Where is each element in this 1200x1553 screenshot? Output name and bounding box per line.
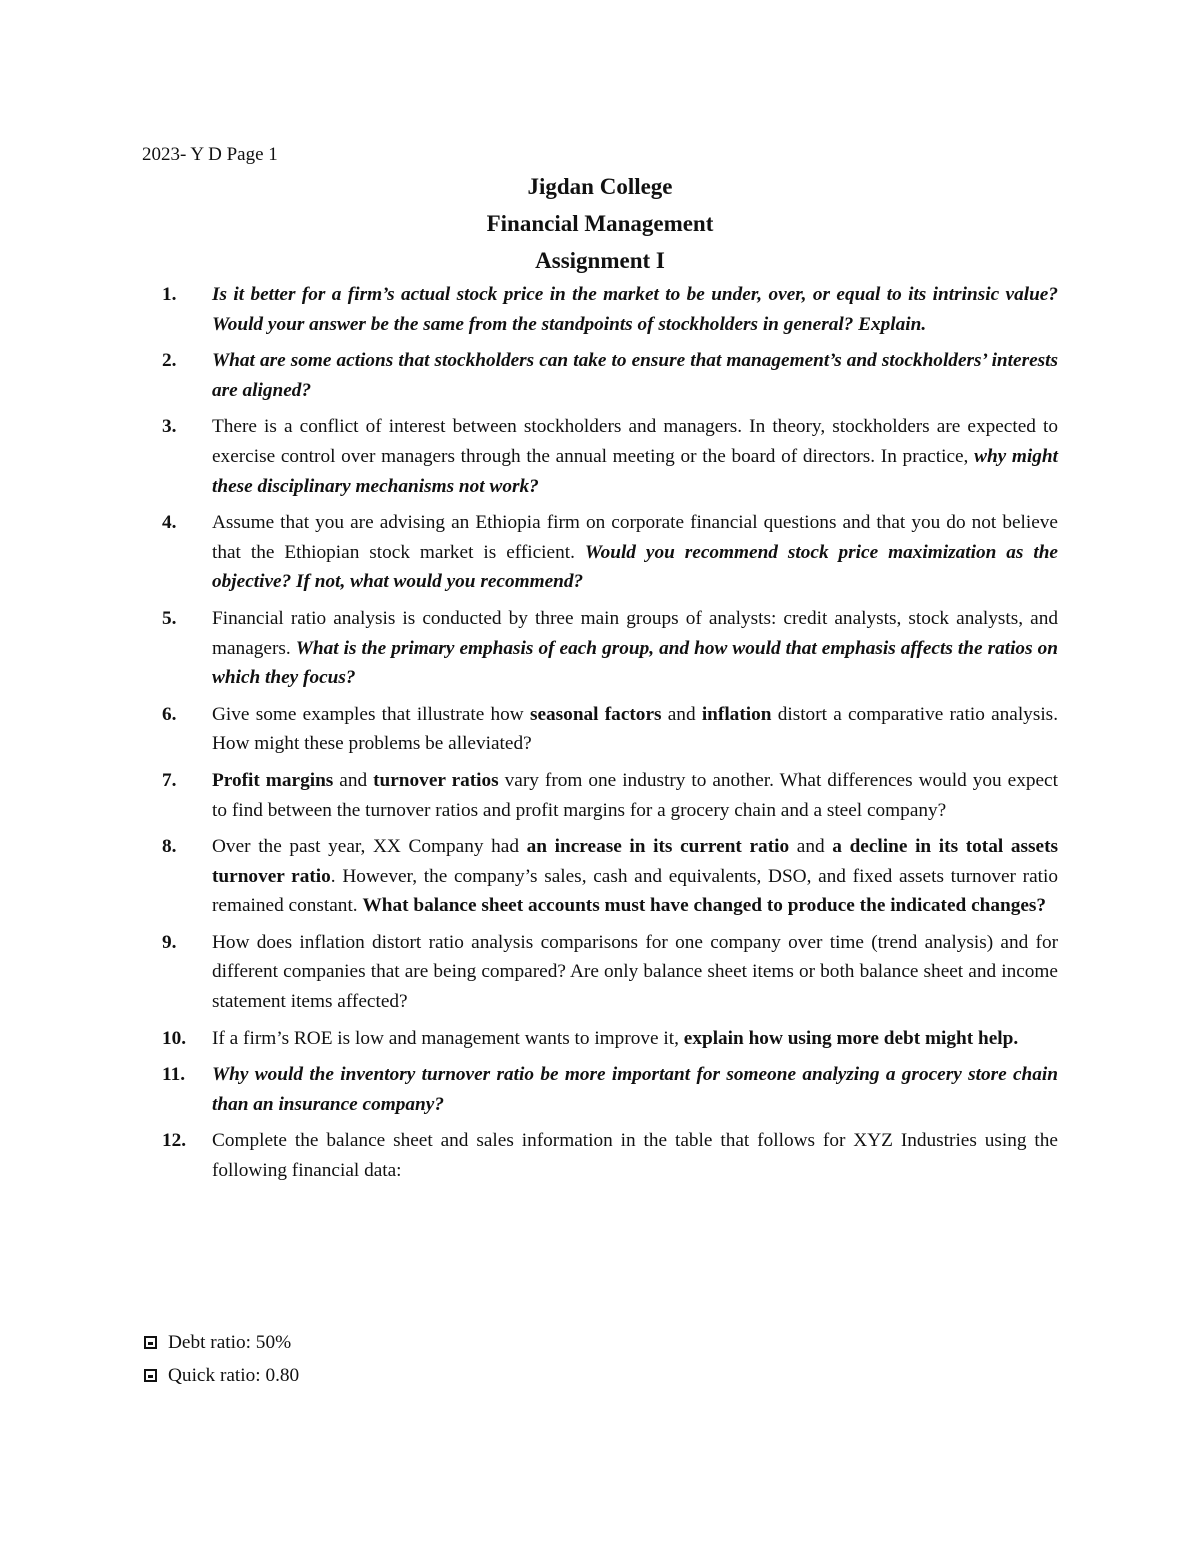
question-text <box>212 508 1058 597</box>
question-text-segment: There is a conflict of interest between stockholders and managers. In theory, stockholders are expected to exercise control over managers through the annual meeting or the board of directors. In practice, <box>212 416 1058 467</box>
question-text-segment: and <box>661 703 702 725</box>
question-text-segment: seasonal factors <box>529 703 662 725</box>
question-text <box>212 1060 1058 1119</box>
bullet-text: Debt ratio: 50% <box>168 1332 292 1353</box>
question-text-segment: an increase in its current ratio <box>526 836 790 858</box>
question-number: 5. <box>162 607 177 629</box>
question-item <box>162 832 1058 921</box>
checkbox-bullet-icon <box>144 1369 157 1382</box>
question-text <box>212 280 1058 339</box>
question-text <box>212 1126 1058 1185</box>
question-text-segment: What are some actions that stockholders can take to ensure that management’s and stockholders’ interests are aligned? <box>212 350 1058 401</box>
page-header: 2023- Y D Page 1 <box>142 144 278 165</box>
question-item <box>162 412 1058 501</box>
question-item <box>162 604 1058 693</box>
question-text-segment: and <box>333 769 374 791</box>
question-text <box>212 604 1058 693</box>
question-item <box>162 508 1058 597</box>
question-text-segment: distort a comparative ratio analysis. How might these problems be alleviated? <box>212 703 1059 755</box>
bullet-item <box>144 1326 299 1359</box>
title-block <box>0 172 1200 283</box>
question-text-segment: Over the past year, XX Company had <box>212 836 527 858</box>
question-text-segment: explain how using more debt might help. <box>683 1027 1019 1049</box>
question-text <box>212 766 1058 825</box>
question-number: 2. <box>162 350 177 372</box>
question-text-segment: vary from one industry to another. What differences would you expect to find between the turnover ratios and profit margins for a grocery chain and a steel company? <box>212 769 1058 821</box>
question-number: 12. <box>162 1130 187 1152</box>
question-item <box>162 1126 1058 1185</box>
question-number: 7. <box>162 769 177 791</box>
question-item <box>162 766 1058 825</box>
question-text-segment: Financial ratio analysis is conducted by three main groups of analysts: credit analysts, stock analysts, and managers. <box>212 607 1058 659</box>
question-text-segment: How does inflation distort ratio analysis comparisons for one company over time (trend analysis) and for different companies that are being compared? Are only balance sheet items or both balance sheet and income statement items affected? <box>212 931 1058 1013</box>
question-number: 10. <box>162 1027 187 1049</box>
question-text <box>212 412 1058 501</box>
question-text-segment: Give some examples that illustrate how <box>212 703 530 725</box>
checkbox-bullet-icon <box>144 1336 157 1349</box>
question-text-segment: inflation <box>701 703 772 725</box>
question-text-segment: Profit margins <box>212 769 334 791</box>
question-text-segment: What is the primary emphasis of each group, and how would that emphasis affects the ratios on which they focus? <box>212 637 1058 689</box>
financial-data-list <box>144 1326 299 1392</box>
question-number: 3. <box>162 416 177 438</box>
question-text-segment: and <box>789 836 833 858</box>
question-text-segment: Complete the balance sheet and sales information in the table that follows for XYZ Industries using the following financial data: <box>212 1130 1058 1182</box>
course-title: Financial Management <box>486 211 714 236</box>
college-title: Jigdan College <box>527 174 673 199</box>
question-text-segment: If a firm’s ROE is low and management wants to improve it, <box>212 1027 684 1049</box>
assignment-title: Assignment I <box>535 248 665 273</box>
question-number: 11. <box>162 1064 186 1086</box>
question-item <box>162 280 1058 339</box>
question-number: 9. <box>162 931 177 953</box>
question-item <box>162 700 1058 759</box>
question-text <box>212 832 1058 921</box>
question-number: 4. <box>162 512 177 534</box>
question-item <box>162 1060 1058 1119</box>
question-item <box>162 346 1058 405</box>
question-text-segment: Is it better for a firm’s actual stock price in the market to be under, over, or equal to its intrinsic value? Would your answer be the same from the standpoints of stockholders in general? Explain. <box>212 284 1058 335</box>
question-text-segment: turnover ratios <box>373 769 499 791</box>
question-number: 1. <box>162 284 177 305</box>
question-text-segment: Why would the inventory turnover ratio be more important for someone analyzing a grocery store chain than an insurance company? <box>212 1064 1058 1115</box>
question-item <box>162 928 1058 1017</box>
question-text <box>212 1024 1058 1054</box>
question-text <box>212 928 1058 1017</box>
question-number: 6. <box>162 703 177 725</box>
question-text <box>212 700 1058 759</box>
question-text-segment: What balance sheet accounts must have changed to produce the indicated changes? <box>362 895 1047 917</box>
question-text-segment: why might these disciplinary mechanisms not work? <box>212 445 1058 497</box>
question-text-segment: . However, the company’s sales, cash and equivalents, DSO, and fixed assets turnover ratio remained constant. <box>212 865 1058 917</box>
question-list <box>162 280 1058 1193</box>
bullet-text: Quick ratio: 0.80 <box>168 1365 300 1386</box>
question-text-segment: a decline in its total assets turnover ratio <box>212 836 1058 887</box>
question-text-segment: Assume that you are advising an Ethiopia firm on corporate financial questions and that you do not believe that the Ethiopian stock market is efficient. <box>212 512 1058 563</box>
question-number: 8. <box>162 836 177 858</box>
question-text <box>212 346 1058 405</box>
question-text-segment: Would you recommend stock price maximization as the objective? If not, what would you recommend? <box>212 541 1058 593</box>
bullet-item <box>144 1359 299 1392</box>
question-item <box>162 1024 1058 1054</box>
